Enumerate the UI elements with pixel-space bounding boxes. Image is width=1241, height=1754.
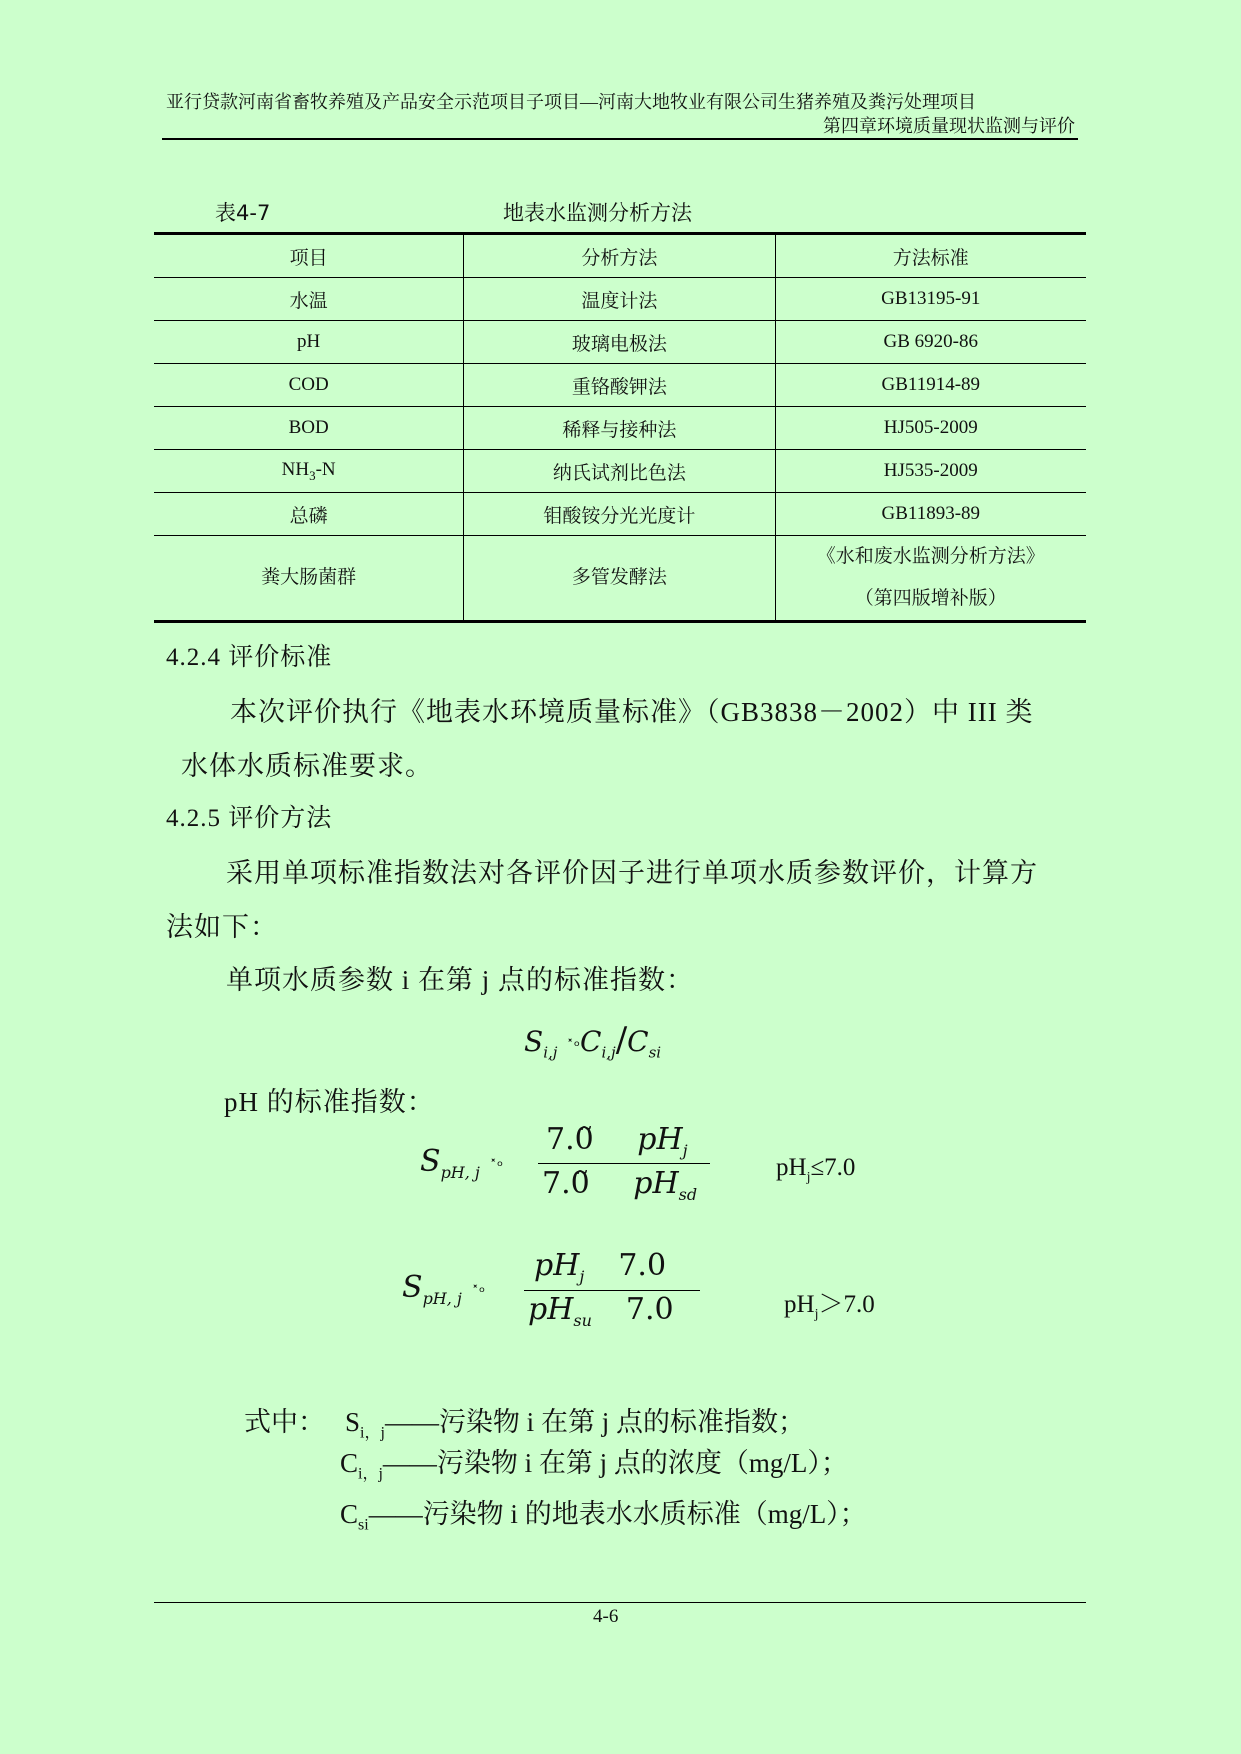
- section-heading-4-2-4: 4.2.4 评价标准: [166, 644, 333, 671]
- formula2-num-b-sub: j: [682, 1141, 688, 1160]
- section-424-text-line2: 水体水质标准要求。: [181, 751, 433, 781]
- footer-divider: [154, 1602, 1086, 1603]
- column-header-standard: 方法标准: [775, 234, 1086, 278]
- def3-sub: si: [358, 1516, 369, 1534]
- formula1-C2-sub: si: [648, 1043, 662, 1062]
- definition-c-ij: [340, 1441, 848, 1483]
- cell-item: COD: [154, 364, 464, 407]
- cell-method: 纳氏试剂比色法: [464, 450, 775, 493]
- section-425-index-intro: 单项水质参数 i 在第 j 点的标准指数：: [226, 965, 695, 995]
- cell-standard: [775, 536, 1086, 622]
- cell-method: 重铬酸钾法: [464, 364, 775, 407]
- formula3-equals-glyph: ˟ᵒ: [471, 1283, 486, 1301]
- formula3-num-a-sub: j: [579, 1267, 585, 1286]
- table-title: 地表水监测分析方法: [503, 201, 692, 225]
- def2-text: ——污染物 i 在第 j 点的浓度（mg/L）；: [382, 1448, 848, 1478]
- cell-standard: HJ535-2009: [775, 450, 1086, 493]
- formula2-fraction-bar: [538, 1163, 710, 1164]
- section-425-text-line1: 采用单项标准指数法对各评价因子进行单项水质参数评价，计算方: [226, 858, 1038, 888]
- formula3-cond-rest: ＞7.0: [818, 1291, 875, 1318]
- def1-text: ——污染物 i 在第 j 点的标准指数；: [384, 1407, 805, 1437]
- formula3-S-sub: pH, j: [422, 1289, 462, 1308]
- formula2-num-b: pH: [637, 1122, 683, 1157]
- formula1-C-sub: i,j: [601, 1043, 616, 1062]
- definition-c-si: [340, 1492, 867, 1534]
- cell-item: pH: [154, 321, 464, 364]
- cell-standard: GB11893-89: [775, 493, 1086, 536]
- formula3-cond-main: pH: [784, 1291, 815, 1318]
- formula3-fraction-bar: [524, 1290, 700, 1291]
- formula2-denominator: [542, 1166, 697, 1204]
- analysis-methods-table: [154, 232, 1086, 623]
- formula1-C: C: [580, 1025, 602, 1058]
- definition-s-ij: [345, 1400, 805, 1442]
- column-header-method: 分析方法: [464, 234, 775, 278]
- formula3-den-a-sub: su: [573, 1311, 592, 1330]
- formula3-den-a: pH: [528, 1292, 574, 1327]
- formula2-den-b-sub: sd: [678, 1185, 698, 1204]
- table-row: [154, 450, 1086, 493]
- section-425-text-line2: 法如下：: [166, 912, 278, 942]
- header-divider: [162, 138, 1078, 140]
- formula2-cond-sub: j: [806, 1170, 811, 1185]
- formula2-condition: [776, 1154, 855, 1186]
- def3-text: ——污染物 i 的地表水水质标准（mg/L）；: [368, 1499, 867, 1529]
- cell-method: 温度计法: [464, 278, 775, 321]
- def3-sym: C: [340, 1499, 359, 1529]
- cell-method: 多管发酵法: [464, 536, 775, 622]
- formula1-S-sub: i,j: [543, 1043, 558, 1062]
- formula3-num-b: 7.0: [618, 1248, 667, 1283]
- nh3-main: NH: [281, 458, 310, 480]
- running-header-title: 亚行贷款河南省畜牧养殖及产品安全示范项目子项目—河南大地牧业有限公司生猪养殖及粪污处理项目: [166, 92, 976, 112]
- formula2-S-sub: pH, j: [440, 1163, 480, 1182]
- cell-standard: HJ505-2009: [775, 407, 1086, 450]
- formula-ph-high: [402, 1270, 485, 1308]
- formula-ph-low: [420, 1144, 503, 1182]
- cell-method: 稀释与接种法: [464, 407, 775, 450]
- nh3-sub: 3: [309, 467, 316, 483]
- formula3-condition: [784, 1284, 875, 1323]
- cell-item: 水温: [154, 278, 464, 321]
- section-425-ph-intro: pH 的标准指数：: [224, 1087, 435, 1117]
- formula2-numerator: [546, 1122, 688, 1160]
- def2-sub: i，j: [358, 1465, 383, 1483]
- cell-item: [154, 450, 464, 493]
- column-header-item: 项目: [154, 234, 464, 278]
- running-header-chapter: 第四章环境质量现状监测与评价: [823, 116, 1075, 136]
- section-424-text-line1: 本次评价执行《地表水环境质量标准》（GB3838－2002）中 III 类: [230, 697, 1034, 727]
- table-header-row: [154, 234, 1086, 278]
- table-row: [154, 536, 1086, 622]
- table-row: [154, 407, 1086, 450]
- cell-standard: GB13195-91: [775, 278, 1086, 321]
- standard-line-1: 《水和废水监测分析方法》: [816, 546, 1045, 567]
- formula3-S: S: [402, 1270, 423, 1305]
- table-row: [154, 364, 1086, 407]
- formula-standard-index: [524, 1020, 661, 1062]
- table-row: [154, 321, 1086, 364]
- table-row: [154, 278, 1086, 321]
- formula3-cond-sub: j: [814, 1307, 819, 1322]
- formula1-slash: /: [615, 1020, 628, 1060]
- cell-method: 玻璃电极法: [464, 321, 775, 364]
- cell-standard: GB 6920-86: [775, 321, 1086, 364]
- formula1-S: S: [524, 1025, 544, 1058]
- formula2-S: S: [420, 1144, 441, 1179]
- formula3-denominator: [528, 1292, 674, 1330]
- def1-sub: i，j: [360, 1424, 385, 1442]
- cell-item: 总磷: [154, 493, 464, 536]
- formula3-numerator: [534, 1248, 666, 1286]
- definitions-lead: 式中：: [244, 1407, 325, 1437]
- def2-sym: C: [340, 1448, 359, 1478]
- formula2-den-b: pH: [633, 1166, 679, 1201]
- cell-method: 钼酸铵分光光度计: [464, 493, 775, 536]
- section-heading-4-2-5: 4.2.5 评价方法: [166, 805, 333, 832]
- formula2-den-a: 7.0: [542, 1166, 590, 1201]
- nh3-tail: -N: [315, 458, 336, 480]
- formula3-den-b: 7.0: [625, 1292, 674, 1327]
- formula2-num-a: 7.0: [546, 1122, 594, 1157]
- page-number: 4-6: [593, 1606, 619, 1627]
- cell-item: 粪大肠菌群: [154, 536, 464, 622]
- standard-line-2: （第四版增补版）: [854, 588, 1007, 609]
- formula2-cond-main: pH: [776, 1154, 807, 1181]
- table-number: 表4-7: [215, 201, 271, 225]
- def1-sym: S: [345, 1407, 361, 1437]
- formula1-equals-glyph: ˟ᵒ: [566, 1037, 581, 1055]
- formula2-equals-glyph: ˟ᵒ: [489, 1157, 504, 1175]
- cell-item: BOD: [154, 407, 464, 450]
- table-row: [154, 493, 1086, 536]
- formula2-cond-rest: ≤7.0: [810, 1154, 856, 1181]
- cell-standard: GB11914-89: [775, 364, 1086, 407]
- formula3-num-a: pH: [534, 1248, 580, 1283]
- formula1-C2: C: [627, 1025, 649, 1058]
